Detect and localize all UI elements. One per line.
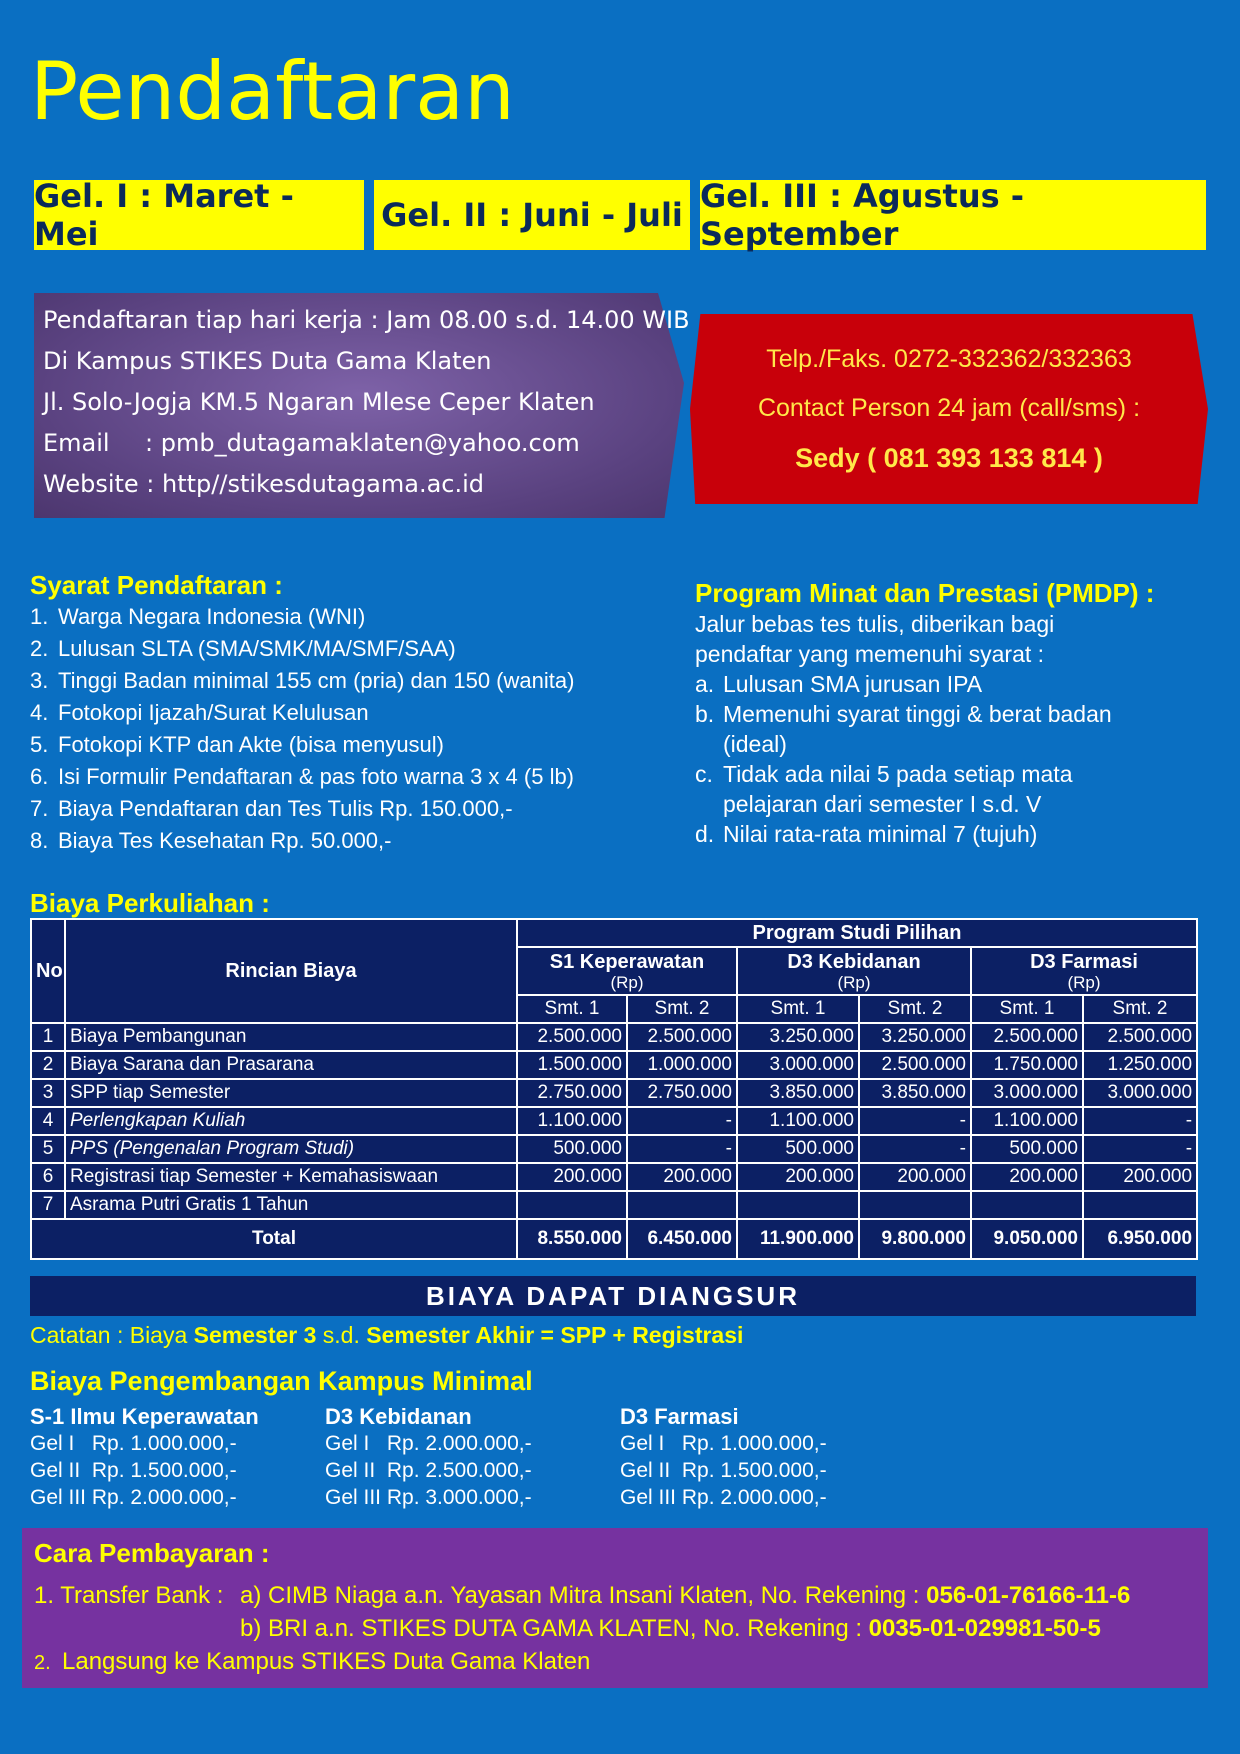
table-row [31,1107,1197,1135]
fee-cell: 1.100.000 [737,1107,859,1135]
table-row [31,1079,1197,1107]
fee-cell: 3.850.000 [737,1079,859,1107]
row-item: PPS (Pengenalan Program Studi) [65,1135,517,1163]
info-text [43,300,690,505]
total-cell: 6.950.000 [1083,1219,1197,1259]
fee-cell: 1.000.000 [627,1051,737,1079]
smt-header: Smt. 2 [1083,995,1197,1023]
contact-person-label: Contact Person 24 jam (call/sms) : [757,393,1141,422]
info-email [43,423,690,464]
payment-bank-b: b) BRI a.n. STIKES DUTA GAMA KLATEN, No. Rekening : 0035-01-029981-50-5 [240,1615,1101,1642]
page-title: Pendaftaran [30,45,515,138]
list-item: 4. Fotokopi Ijazah/Surat Kelulusan [30,700,369,725]
fee-cell: 1.100.000 [971,1107,1083,1135]
row-item: Biaya Pembangunan [65,1023,517,1051]
gel-2-box: Gel. II : Juni - Juli [374,180,690,250]
row-no: 3 [31,1079,65,1107]
list-item: b. Memenuhi syarat tinggi & berat badan (ideal) [695,701,1112,757]
smt-header: Smt. 2 [627,995,737,1023]
info-hours: Pendaftaran tiap hari kerja : Jam 08.00 s.d. 14.00 WIB [43,306,690,334]
info-address: Jl. Solo-Jogja KM.5 Ngaran Mlese Ceper Klaten [43,388,595,416]
table-row [31,1135,1197,1163]
fee-table [30,918,1198,1260]
fee-cell: - [859,1107,971,1135]
fee-cell: 3.850.000 [859,1079,971,1107]
syarat-section [30,570,574,857]
smt-header: Smt. 1 [737,995,859,1023]
row-no: 7 [31,1191,65,1219]
table-row [31,1051,1197,1079]
list-item: d. Nilai rata-rata minimal 7 (tujuh) [695,821,1038,847]
fee-cell: - [627,1107,737,1135]
pmdp-intro: Jalur bebas tes tulis, diberikan bagi pendaftar yang memenuhi syarat : [695,611,1055,667]
list-item: 3. Tinggi Badan minimal 155 cm (pria) dan 150 (wanita) [30,668,575,693]
pmdp-list [695,669,1215,849]
pmdp-section [695,578,1215,849]
row-no: 1 [31,1023,65,1051]
fee-cell: - [1083,1107,1197,1135]
row-item: Biaya Sarana dan Prasarana [65,1051,517,1079]
contact-text [690,314,1208,504]
fee-table-wrap [30,918,1198,1260]
email-label: Email [43,429,110,457]
list-item: c. Tidak ada nilai 5 pada setiap mata pelajaran dari semester I s.d. V [695,761,1073,817]
pengembangan-heading: Biaya Pengembangan Kampus Minimal [30,1366,533,1396]
fee-cell: 1.750.000 [971,1051,1083,1079]
list-item: 2. Lulusan SLTA (SMA/SMK/MA/SMF/SAA) [30,636,456,661]
biaya-heading: Biaya Perkuliahan : [30,888,270,918]
contact-phone: Telp./Faks. 0272-332362/332363 [766,344,1132,373]
col-rincian: Rincian Biaya [65,919,517,1023]
fee-cell: 2.500.000 [1083,1023,1197,1051]
pmdp-heading: Program Minat dan Prestasi (PMDP) : [695,578,1155,608]
syarat-heading: Syarat Pendaftaran : [30,570,283,600]
total-cell: 9.800.000 [859,1219,971,1259]
fee-cell: 200.000 [859,1163,971,1191]
list-item: 8. Biaya Tes Kesehatan Rp. 50.000,- [30,828,392,853]
fee-cell: 500.000 [517,1135,627,1163]
col-no: No [31,919,65,1023]
fee-cell [517,1191,627,1219]
fee-cell: - [859,1135,971,1163]
table-row [31,1023,1197,1051]
list-item: 5. Fotokopi KTP dan Akte (bisa menyusul) [30,732,445,757]
fee-cell [971,1191,1083,1219]
fee-cell: 200.000 [517,1163,627,1191]
contact-person-name: Sedy ( 081 393 133 814 ) [795,442,1103,473]
program-s1: S1 Keperawatan (Rp) [517,947,737,995]
fee-cell [859,1191,971,1219]
payment-text [34,1538,1130,1680]
installment-banner: BIAYA DAPAT DIANGSUR [30,1276,1196,1316]
fee-cell: 1.100.000 [517,1107,627,1135]
fee-cell: 2.750.000 [627,1079,737,1107]
program-d3-kebidanan: D3 Kebidanan (Rp) [737,947,971,995]
fee-cell: 500.000 [737,1135,859,1163]
smt-header: Smt. 2 [859,995,971,1023]
total-label: Total [31,1219,517,1259]
table-row [31,1191,1197,1219]
row-item: SPP tiap Semester [65,1079,517,1107]
fee-cell: 2.500.000 [971,1023,1083,1051]
table-row [31,1163,1197,1191]
fee-cell: 3.000.000 [1083,1079,1197,1107]
total-cell: 8.550.000 [517,1219,627,1259]
fee-cell [627,1191,737,1219]
fee-cell: 200.000 [627,1163,737,1191]
fee-cell: 500.000 [971,1135,1083,1163]
fee-cell: 200.000 [971,1163,1083,1191]
list-item: 7. Biaya Pendaftaran dan Tes Tulis Rp. 150.000,- [30,796,513,821]
fee-cell: 3.000.000 [971,1079,1083,1107]
dev-col-s1: S-1 Ilmu Keperawatan Gel I Rp. 1.000.000,- Gel II Rp. 1.500.000,- Gel III Rp. 2.000.000,- [30,1404,259,1509]
fee-cell: 1.500.000 [517,1051,627,1079]
list-item: 1. Warga Negara Indonesia (WNI) [30,604,366,629]
fee-cell [1083,1191,1197,1219]
dev-col-farmasi: D3 Farmasi Gel I Rp. 1.000.000,- Gel II Rp. 1.500.000,- Gel III Rp. 2.000.000,- [620,1404,827,1509]
row-no: 2 [31,1051,65,1079]
fee-cell [737,1191,859,1219]
fee-cell: 2.500.000 [627,1023,737,1051]
fee-cell: 2.500.000 [517,1023,627,1051]
payment-direct: 2. Langsung ke Kampus STIKES Duta Gama Klaten [34,1648,591,1675]
fee-cell: 1.250.000 [1083,1051,1197,1079]
payment-bank: 1. Transfer Bank : a) CIMB Niaga a.n. Yayasan Mitra Insani Klaten, No. Rekening : 056-01-76166-11-6 [34,1582,1131,1609]
list-item: 6. Isi Formulir Pendaftaran & pas foto warna 3 x 4 (5 lb) [30,764,575,789]
gel-1-box: Gel. I : Maret - Mei [34,180,364,250]
email-value: : pmb_dutagamaklaten@yahoo.com [145,429,580,457]
col-program: Program Studi Pilihan [517,919,1197,947]
total-cell: 9.050.000 [971,1219,1083,1259]
fee-cell: 2.500.000 [859,1051,971,1079]
list-item: a. Lulusan SMA jurusan IPA [695,671,983,697]
fee-cell: 3.000.000 [737,1051,859,1079]
smt-header: Smt. 1 [517,995,627,1023]
row-no: 5 [31,1135,65,1163]
gel-3-box: Gel. III : Agustus - September [700,180,1206,250]
syarat-list [30,601,574,857]
row-item: Asrama Putri Gratis 1 Tahun [65,1191,517,1219]
fee-cell: 3.250.000 [737,1023,859,1051]
total-cell: 6.450.000 [627,1219,737,1259]
fee-cell: 200.000 [737,1163,859,1191]
row-no: 4 [31,1107,65,1135]
fee-cell: 2.750.000 [517,1079,627,1107]
info-website: Website : http//stikesdutagama.ac.id [43,470,484,498]
info-campus: Di Kampus STIKES Duta Gama Klaten [43,347,492,375]
row-item: Perlengkapan Kuliah [65,1107,517,1135]
total-cell: 11.900.000 [737,1219,859,1259]
smt-header: Smt. 1 [971,995,1083,1023]
payment-heading: Cara Pembayaran : [34,1538,270,1568]
row-item: Registrasi tiap Semester + Kemahasiswaan [65,1163,517,1191]
program-d3-farmasi: D3 Farmasi (Rp) [971,947,1197,995]
fee-cell: - [1083,1135,1197,1163]
fee-note: Catatan : Biaya Semester 3 s.d. Semester Akhir = SPP + Registrasi [30,1322,744,1348]
fee-cell: 3.250.000 [859,1023,971,1051]
dev-col-kebidanan: D3 Kebidanan Gel I Rp. 2.000.000,- Gel II Rp. 2.500.000,- Gel III Rp. 3.000.000,- [325,1404,532,1509]
fee-cell: - [627,1135,737,1163]
row-no: 6 [31,1163,65,1191]
fee-cell: 200.000 [1083,1163,1197,1191]
